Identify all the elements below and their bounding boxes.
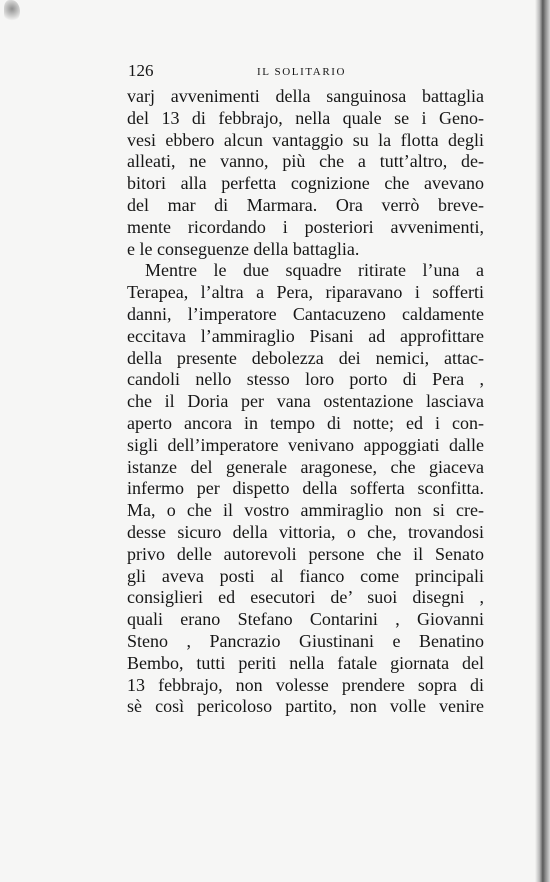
text-line: privo delle autorevoli persone che il Senato	[127, 543, 484, 564]
text-line: varj avvenimenti della sanguinosa battaglia	[127, 86, 484, 106]
text-line: sè così pericoloso partito, non volle venire	[127, 696, 484, 717]
text-line: eccitava l’ammiraglio Pisani ad approfittare	[127, 325, 484, 346]
text-line: Terapea, l’altra a Pera, riparavano i sofferti	[127, 282, 484, 303]
text-line: del 13 di febbrajo, nella quale se i Geno-	[127, 107, 484, 128]
text-line: candoli nello stesso loro porto di Pera ,	[127, 369, 484, 390]
text-line: danni, l’imperatore Cantacuzeno caldamente	[127, 303, 484, 324]
text-line: Ma, o che il vostro ammiraglio non si cre-	[127, 500, 484, 521]
text-line: mente ricordando i posteriori avvenimenti,	[127, 216, 484, 237]
text-line: sigli dell’imperatore venivano appoggiati dalle	[127, 434, 484, 455]
text-line: Bembo, tutti periti nella fatale giornata del	[127, 652, 484, 673]
running-title: IL SOLITARIO	[257, 66, 347, 78]
ink-smudge	[4, 0, 20, 22]
page-edge-shadow	[535, 0, 550, 882]
text-line: desse sicuro della vittoria, o che, trovandosi	[127, 521, 484, 542]
paragraph-end-line: e le conseguenze della battaglia.	[127, 238, 360, 259]
text-line: istanze del generale aragonese, che giaceva	[127, 456, 484, 477]
text-line: Steno , Pancrazio Giustinani e Benatino	[127, 630, 484, 651]
text-line: del mar di Marmara. Ora verrò breve-	[127, 194, 484, 215]
text-line: gli aveva posti al fianco come principali	[127, 565, 484, 586]
text-line: aperto ancora in tempo di notte; ed i con-	[127, 412, 484, 433]
text-line: della presente debolezza dei nemici, attac-	[127, 347, 484, 368]
text-line: 13 febbrajo, non volesse prendere sopra di	[127, 674, 484, 695]
text-line: consiglieri ed esecutori de’ suoi disegni ,	[127, 587, 484, 608]
paragraph-first-line: Mentre le due squadre ritirate l’una a	[145, 260, 484, 281]
text-line: infermo per dispetto della sofferta sconfitta.	[127, 478, 484, 499]
body-text	[127, 86, 484, 718]
text-line: che il Doria per vana ostentazione lasciava	[127, 391, 484, 412]
text-line: alleati, ne vanno, più che a tutt’altro, de-	[127, 151, 484, 172]
page-number: 126	[128, 61, 154, 80]
text-line: quali erano Stefano Contarini , Giovanni	[127, 609, 484, 630]
running-header	[127, 60, 484, 82]
text-line: vesi ebbero alcun vantaggio su la flotta degli	[127, 129, 484, 150]
text-line: bitori alla perfetta cognizione che avevano	[127, 173, 484, 194]
